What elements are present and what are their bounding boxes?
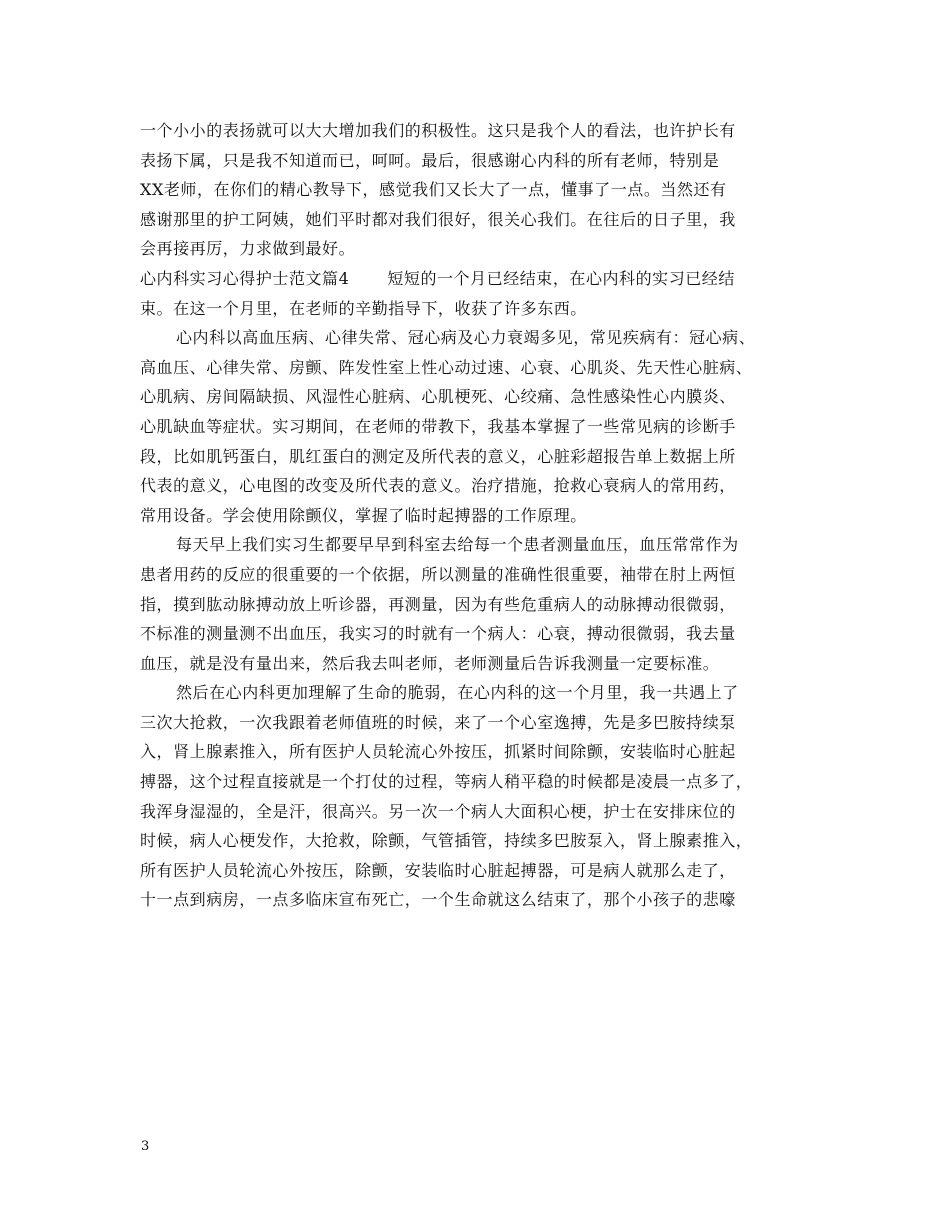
paragraph	[140, 678, 830, 915]
paragraph	[140, 323, 830, 530]
text-line: 心肌缺血等症状。实习期间，在老师的带教下，我基本掌握了一些常见病的诊断手	[140, 416, 736, 436]
text-line: 时候，病人心梗发作，大抢救，除颤，气管插管，持续多巴胺泵入，肾上腺素推入，	[140, 831, 753, 851]
text-line: 束。在这一个月里，在老师的辛勤指导下，收获了许多东西。	[140, 298, 587, 318]
paragraph-with-heading	[140, 264, 830, 323]
text-line: 常用设备。学会使用除颤仪，掌握了临时起搏器的工作原理。	[140, 505, 587, 525]
paragraph	[140, 116, 830, 264]
text-line: 血压，就是没有量出来，然后我去叫老师，老师测量后告诉我测量一定要标准。	[140, 653, 720, 673]
page-number: 3	[141, 1139, 150, 1154]
text-line: 一个小小的表扬就可以大大增加我们的积极性。这只是我个人的看法，也许护长有	[140, 121, 736, 140]
text-line: 搏器，这个过程直接就是一个打仗的过程，等病人稍平稳的时候都是凌晨一点多了，	[140, 772, 753, 792]
text-line: 所有医护人员轮流心外按压，除颤，安装临时心脏起搏器，可是病人就那么走了，	[140, 860, 736, 880]
text-line: 段，比如肌钙蛋白，肌红蛋白的测定及所代表的意义，心脏彩超报告单上数据上所	[140, 446, 736, 466]
text-line: XX老师，在你们的精心教导下，感觉我们又长大了一点，懂事了一点。当然还有	[140, 180, 727, 200]
text-line: 表扬下属，只是我不知道而已，呵呵。最后，很感谢心内科的所有老师，特别是	[140, 150, 720, 170]
text-line: 患者用药的反应的很重要的一个依据，所以测量的准确性很重要，袖带在肘上两恒	[140, 564, 736, 584]
text-line: 我浑身湿湿的，全是汗，很高兴。另一次一个病人大面积心梗，护士在安排床位的	[140, 801, 736, 821]
paragraph	[140, 530, 830, 678]
text-line: 指，摸到肱动脉搏动放上听诊器，再测量，因为有些危重病人的动脉搏动很微弱，	[140, 594, 736, 614]
heading-line	[140, 264, 830, 294]
text-line: 十一点到病房，一点多临床宣布死亡，一个生命就这么结束了，那个小孩子的悲嚎	[140, 890, 736, 910]
text-line: 不标准的测量测不出血压，我实习的时就有一个病人：心衰，搏动很微弱，我去量	[140, 624, 736, 644]
heading-continuation: 短短的一个月已经结束，在心内科的实习已经结	[387, 268, 735, 288]
text-line: 然后在心内科更加理解了生命的脆弱，在心内科的这一个月里，我一共遇上了	[176, 683, 739, 703]
section-heading: 心内科实习心得护士范文篇4	[140, 268, 350, 288]
text-line: 心肌病、房间隔缺损、风湿性心脏病、心肌梗死、心绞痛、急性感染性心内膜炎、	[140, 387, 736, 407]
text-line: 代表的意义，心电图的改变及所代表的意义。治疗措施，抢救心衰病人的常用药，	[140, 476, 736, 496]
text-line: 感谢那里的护工阿姨，她们平时都对我们很好，很关心我们。在往后的日子里，我	[140, 209, 736, 229]
text-line: 心内科以高血压病、心律失常、冠心病及心力衰竭多见，常见疾病有：冠心病、	[176, 328, 756, 348]
text-line: 入，肾上腺素推入，所有医护人员轮流心外按压，抓紧时间除颤，安装临时心脏起	[140, 742, 736, 762]
text-line: 高血压、心律失常、房颤、阵发性室上性心动过速、心衰、心肌炎、先天性心脏病、	[140, 357, 753, 377]
text-line: 会再接再厉，力求做到最好。	[140, 239, 356, 259]
text-line: 每天早上我们实习生都要早早到科室去给每一个患者测量血压，血压常常作为	[176, 535, 739, 555]
text-line: 三次大抢救，一次我跟着老师值班的时候，来了一个心室逸搏，先是多巴胺持续泵	[140, 712, 736, 732]
body-text	[140, 116, 830, 915]
